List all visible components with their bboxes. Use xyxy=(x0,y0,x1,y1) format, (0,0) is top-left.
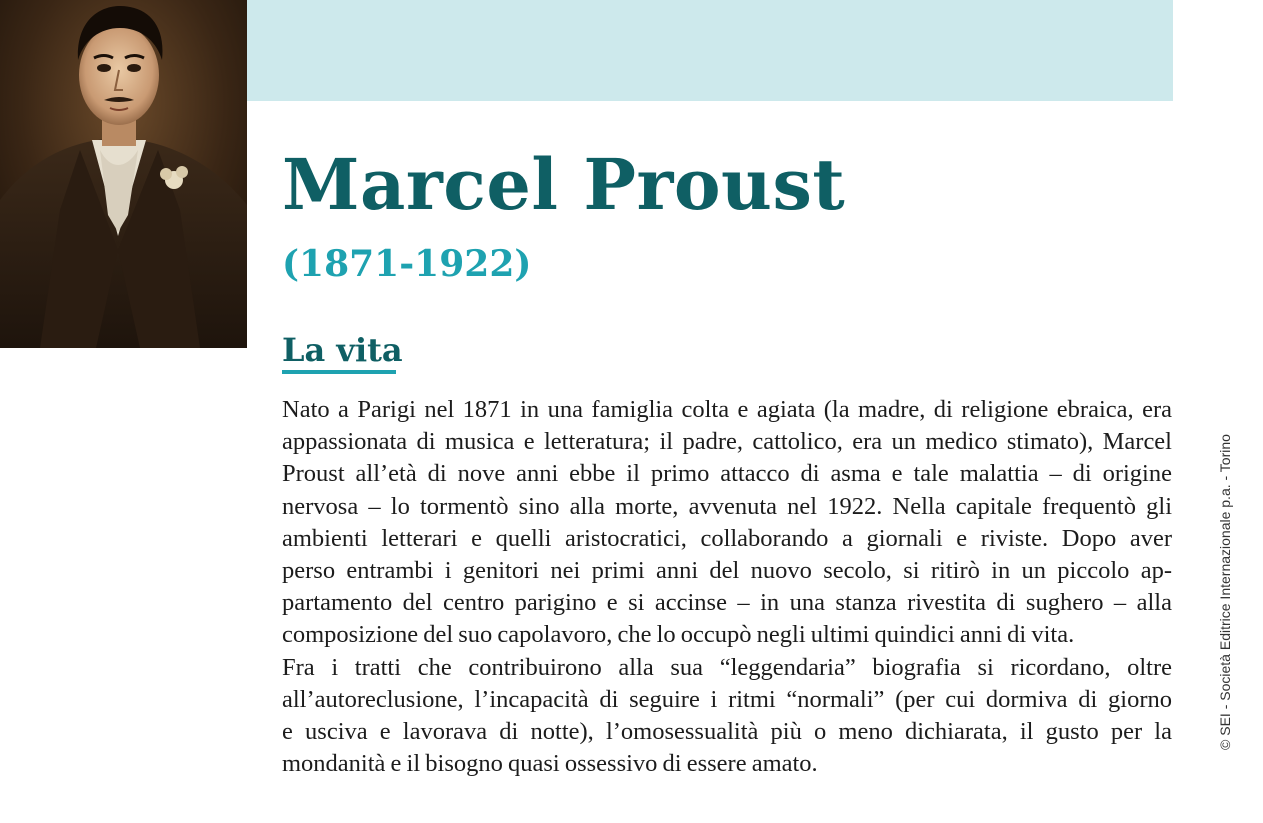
biography-line: partamento del centro parigino e si accinse – in una stanza rivestita di sughero – alla xyxy=(282,589,1172,617)
biography-line: all’autoreclusione, l’incapacità di seguire i ritmi “normali” (per cui dormiva di giorno xyxy=(282,685,1172,713)
author-portrait xyxy=(0,0,247,348)
section-heading: La vita xyxy=(282,331,403,369)
biography-text xyxy=(282,394,1172,780)
biography-line: Proust all’età di nove anni ebbe il primo attacco di asma e tale malattia – di origine xyxy=(282,460,1172,488)
header-band xyxy=(247,0,1173,101)
biography-line: e usciva e lavorava di notte), l’omosessualità più o meno dichiarata, il gusto per la xyxy=(282,718,1172,746)
biography-line: Nato a Parigi nel 1871 in una famiglia colta e agiata (la madre, di religione ebraica, era xyxy=(282,396,1172,423)
biography-line: appassionata di musica e letteratura; il padre, cattolico, era un medico stimato), Marcel xyxy=(282,428,1172,456)
biography-line: ambienti letterari e quelli aristocratici, collaborando a giornali e riviste. Dopo aver xyxy=(282,524,1172,552)
biography-line: composizione del suo capolavoro, che lo occupò negli ultimi quindici anni di vita. xyxy=(282,621,1075,649)
copyright-text: © SEI - Società Editrice Internazionale p.a. - Torino xyxy=(1217,434,1233,750)
author-life-dates: (1871-1922) xyxy=(282,243,532,285)
section-heading-underline xyxy=(282,370,396,374)
biography-line: mondanità e il bisogno quasi ossessivo di essere amato. xyxy=(282,750,818,778)
author-name-title: Marcel Proust xyxy=(282,143,846,226)
biography-line: perso entrambi i genitori nei primi anni del nuovo secolo, si ritirò in un piccolo ap- xyxy=(282,557,1172,585)
biography-line: nervosa – lo tormentò sino alla morte, avvenuta nel 1922. Nella capitale frequentò gli xyxy=(282,492,1172,520)
portrait-painting-icon xyxy=(0,0,247,348)
biography-line: Fra i tratti che contribuirono alla sua “leggendaria” biografia si ricordano, oltre xyxy=(282,653,1172,681)
